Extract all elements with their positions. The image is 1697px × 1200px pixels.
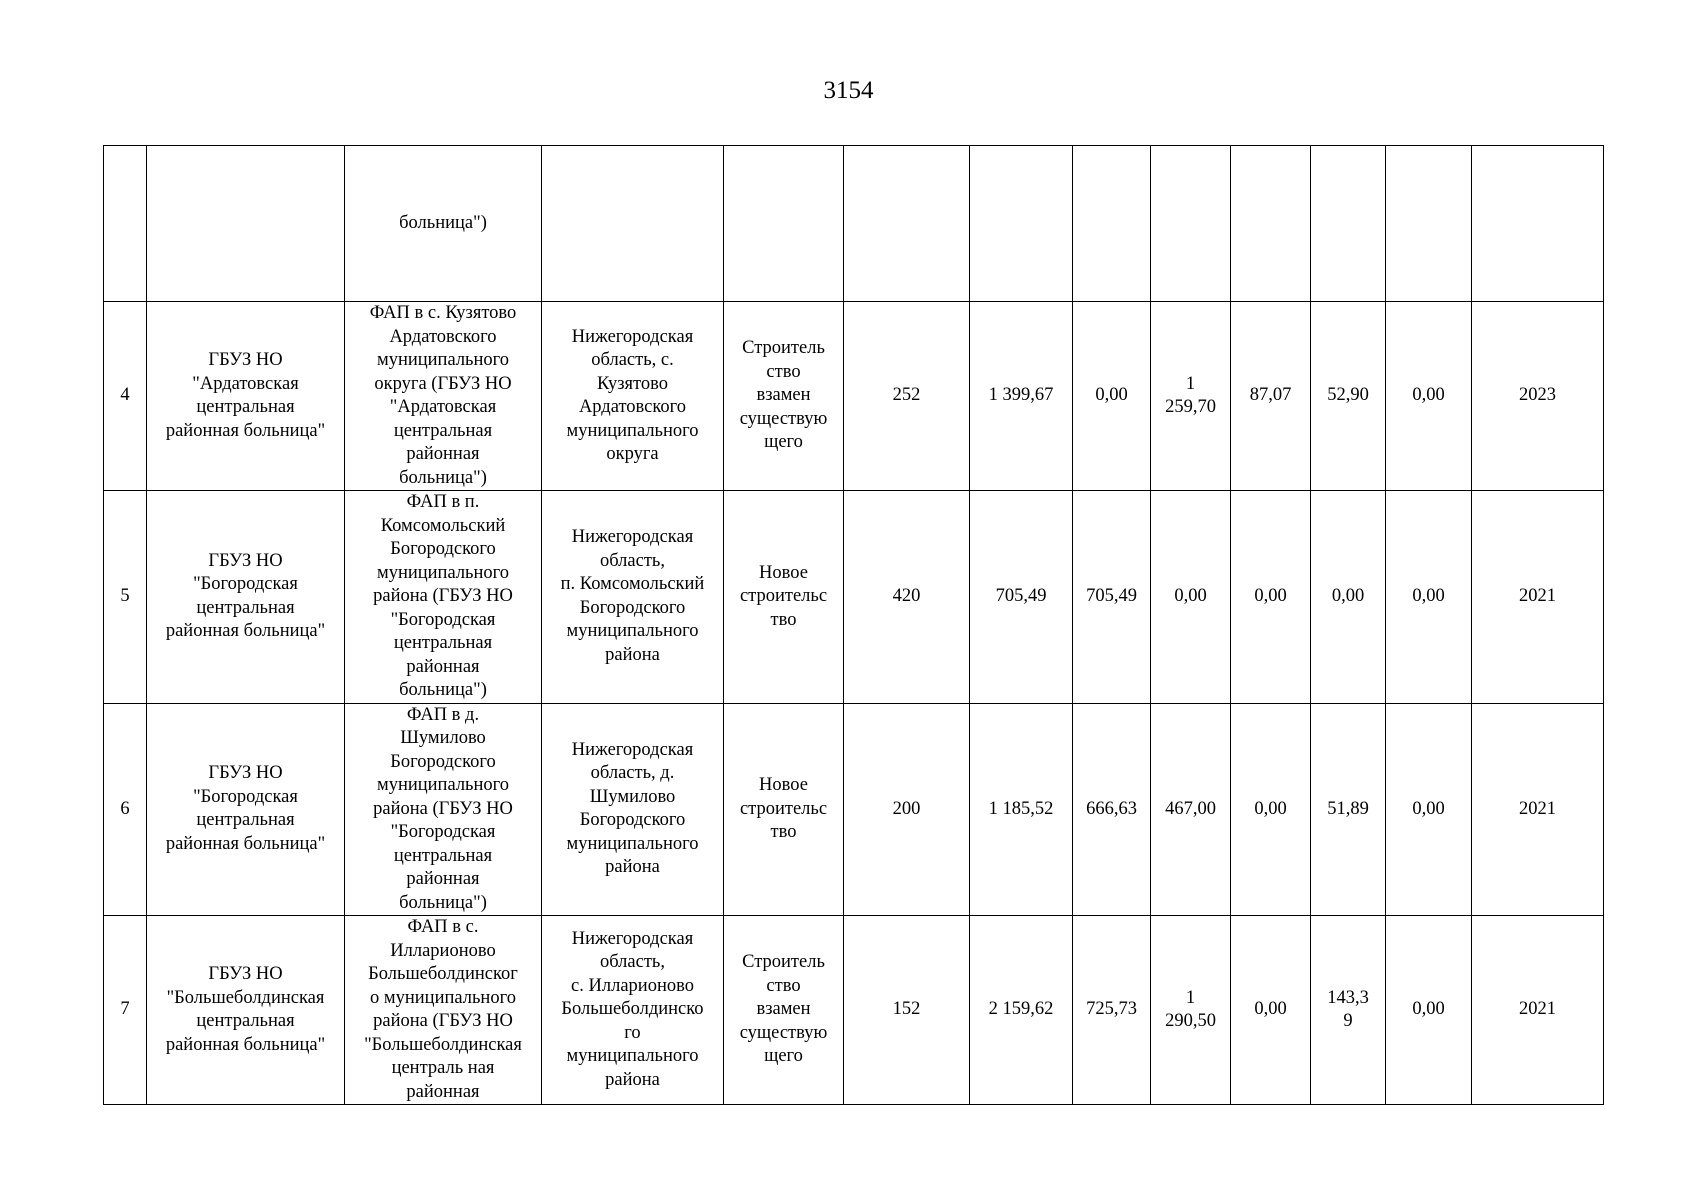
cell-c12: 0,00 [1386,491,1472,704]
table-row [104,916,1604,1105]
cell-c9 [1151,146,1231,302]
cell-c6: 252 [844,302,970,491]
cell-num: 4 [104,302,147,491]
cell-org: ГБУЗ НО "Богородская центральная районная больница" [147,703,345,916]
cell-c8 [1073,146,1151,302]
cell-address: Нижегородская область, п. Комсомольский Богородского муниципального района [542,491,724,704]
cell-c13: 2021 [1472,703,1604,916]
cell-c9: 1 259,70 [1151,302,1231,491]
cell-c9: 467,00 [1151,703,1231,916]
cell-org [147,146,345,302]
cell-c7: 1 399,67 [970,302,1073,491]
cell-c12: 0,00 [1386,703,1472,916]
cell-org: ГБУЗ НО "Ардатовская центральная районная больница" [147,302,345,491]
cell-facility: ФАП в с. Кузятово Ардатовского муниципального округа (ГБУЗ НО "Ардатовская центральная районная больница") [345,302,542,491]
table-row [104,302,1604,491]
cell-num: 6 [104,703,147,916]
cell-num: 5 [104,491,147,704]
cell-c12: 0,00 [1386,302,1472,491]
cell-c11: 143,3 9 [1311,916,1386,1105]
cell-c6: 200 [844,703,970,916]
cell-c9: 0,00 [1151,491,1231,704]
cell-type: Строитель ство взамен существую щего [724,302,844,491]
cell-c7: 1 185,52 [970,703,1073,916]
cell-c10: 0,00 [1231,491,1311,704]
cell-c8: 725,73 [1073,916,1151,1105]
table-row [104,703,1604,916]
cell-c6 [844,146,970,302]
cell-c10: 87,07 [1231,302,1311,491]
cell-c9: 1 290,50 [1151,916,1231,1105]
cell-c7: 2 159,62 [970,916,1073,1105]
cell-facility: ФАП в д. Шумилово Богородского муниципального района (ГБУЗ НО "Богородская центральная районная больница") [345,703,542,916]
cell-c12 [1386,146,1472,302]
cell-type: Новое строительс тво [724,491,844,704]
cell-num: 7 [104,916,147,1105]
cell-c6: 152 [844,916,970,1105]
cell-c8: 666,63 [1073,703,1151,916]
cell-c6: 420 [844,491,970,704]
cell-c8: 0,00 [1073,302,1151,491]
cell-c11: 51,89 [1311,703,1386,916]
cell-c7: 705,49 [970,491,1073,704]
cell-c13: 2021 [1472,916,1604,1105]
table-row [104,491,1604,704]
facility-text: больница") [399,212,487,233]
cell-c11 [1311,146,1386,302]
cell-c8: 705,49 [1073,491,1151,704]
page-number: 3154 [823,77,874,104]
cell-c13: 2023 [1472,302,1604,491]
cell-c11: 0,00 [1311,491,1386,704]
cell-address: Нижегородская область, с. Кузятово Ардатовского муниципального округа [542,302,724,491]
cell-c10 [1231,146,1311,302]
cell-address: Нижегородская область, с. Илларионово Большеболдинско го муниципального района [542,916,724,1105]
cell-c10: 0,00 [1231,916,1311,1105]
cell-address: Нижегородская область, д. Шумилово Богородского муниципального района [542,703,724,916]
cell-type: Строитель ство взамен существую щего [724,916,844,1105]
cell-facility: ФАП в с. Илларионово Большеболдинског о муниципального района (ГБУЗ НО "Большеболдинская централь ная районная [345,916,542,1105]
investment-table [103,145,1604,1105]
cell-org: ГБУЗ НО "Богородская центральная районная больница" [147,491,345,704]
cell-c11: 52,90 [1311,302,1386,491]
cell-c10: 0,00 [1231,703,1311,916]
cell-org: ГБУЗ НО "Большеболдинская центральная районная больница" [147,916,345,1105]
cell-type: Новое строительс тво [724,703,844,916]
cell-c12: 0,00 [1386,916,1472,1105]
cell-c13 [1472,146,1604,302]
cell-c13: 2021 [1472,491,1604,704]
cell-num [104,146,147,302]
cell-c7 [970,146,1073,302]
cell-address [542,146,724,302]
cell-type [724,146,844,302]
cell-facility: ФАП в п. Комсомольский Богородского муниципального района (ГБУЗ НО "Богородская центральная районная больница") [345,491,542,704]
continuation-row [104,146,1604,302]
cell-facility [345,146,542,302]
